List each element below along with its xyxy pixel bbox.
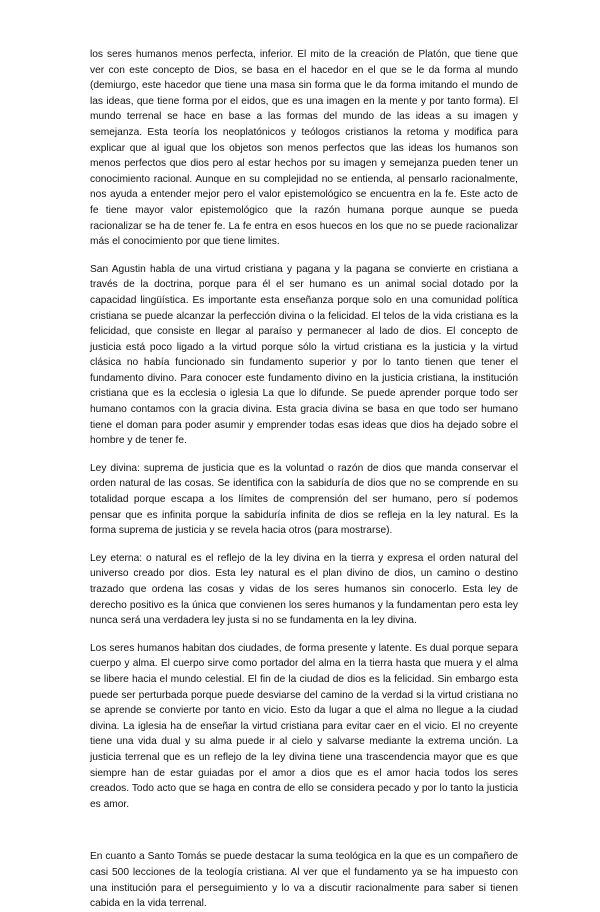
- paragraph-ley-divina: Ley divina: suprema de justicia que es la voluntad o razón de dios que manda conservar el orden natural de las cosas. Se identifica con la sabiduría de dios que no se comprende en su totalidad porque escapa a los límites de comprensión del ser humano, pero sí podemos pensar que es infinita porque la sabiduría infinita de dios se refleja en la ley natural. Es la forma suprema de justicia y se revela hacia otros (para mostrarse).: [90, 462, 518, 537]
- paragraph-platon: los seres humanos menos perfecta, inferior. El mito de la creación de Platón, que tiene que ver con este concepto de Dios, se basa en el hacedor en el que se le da forma al mundo (demiurgo, este hacedor que tiene una masa sin forma que le da forma imitando el mundo de las ideas, que tiene forma por el eidos, que es una imagen en la mente y por tanto forma). El mundo terrenal se hace en base a las formas del mundo de las ideas a su imagen y semejanza. Esta teoría los neoplatónicos y teólogos cristianos la retoma y modifica para explicar que al igual que los objetos son menos perfectos que las ideas los humanos son menos perfectos que dios pero al estar hechos por su imagen y semejanza pueden tener un conocimiento racional. Aunque en su complejidad no se entienda, al pensarlo racionalmente, nos ayuda a entender mejor pero el valor epistemológico se encuentra en la fe. Este acto de fe tiene mayor valor epistemológico que la razón humana porque aunque se pueda racionalizar se ha de tener fe. La fe entra en esos huecos en los que no se puede racionalizar más el conocimiento por que tiene limites.: [90, 49, 518, 248]
- paragraph-ley-eterna: Ley eterna: o natural es el reflejo de la ley divina en la tierra y expresa el orden natural del universo creado por dios. Esta ley natural es el plan divino de dios, un camino o destino trazado que ordena las cosas y vidas de los seres humanos sin conocerlo. Esta ley de derecho positivo es la única que convienen los seres humanos y la fundamentan pero esta ley nunca será una verdadera ley justa si no se fundamenta en la ley divina.: [90, 552, 518, 627]
- paragraph-san-agustin: San Agustin habla de una virtud cristiana y pagana y la pagana se convierte en cristiana a través de la doctrina, porque para él el ser humano es un animal social dotado por la capacidad lingüística. Es importante esta enseñanza porque solo en una comunidad política cristiana se puede alcanzar la perfección divina o la felicidad. El telos de la vida cristiana es la felicidad, que consiste en llegar al paraíso y permanecer al lado de dios. El concepto de justicia está poco ligado a la virtud porque sólo la virtud cristiana es la justicia y la virtud clásica no había funcionado sin fundamento superior y por lo tanto tienen que tener el fundamento divino. Para conocer este fundamento divino en la justicia cristiana, la institución cristiana que es la ecclesia o iglesia La que lo difunde. Se puede aprender porque todo ser humano contamos con la gracia divina. Esta gracia divina se basa en que todo ser humano tiene el doman para poder asumir y emprender todas esas ideas que dios ha dejado sobre el hombre y de tener fe.: [90, 263, 518, 447]
- paragraph-dos-ciudades: Los seres humanos habitan dos ciudades, de forma presente y latente. Es dual porque separa cuerpo y alma. El cuerpo sirve como portador del alma en la tierra hasta que muera y el alma se libere hacia el mundo celestial. El fin de la ciudad de dios es la felicidad. Sin embargo esta puede ser perturbada porque puede desviarse del camino de la verdad si la virtud cristiana no se aprende se convierte por tanto en vicio. Esto da lugar a que el alma no llegue a la ciudad divina. La iglesia ha de enseñar la virtud cristiana para evitar caer en el vicio. El no creyente tiene una vida dual y su alma puede ir al cielo y salvarse mediante la extrema unción. La justicia terrenal que es un reflejo de la ley divina tiene una trascendencia mayor que es que siempre han de estar guiadas por el amor a dios que es el amor hacia todos los seres creados. Todo acto que se haga en contra de ello se considera pecado y por lo tanto la justicia es amor.: [90, 642, 518, 810]
- paragraph-santo-tomas: En cuanto a Santo Tomás se puede destacar la suma teológica en la que es un compañero de casi 500 lecciones de la teología cristiana. Al ver que el fundamento ya se ha impuesto con una institución para el perseguimiento y lo va a discutir racionalmente para saber si tienen cabida en la vida terrenal.: [90, 851, 518, 910]
